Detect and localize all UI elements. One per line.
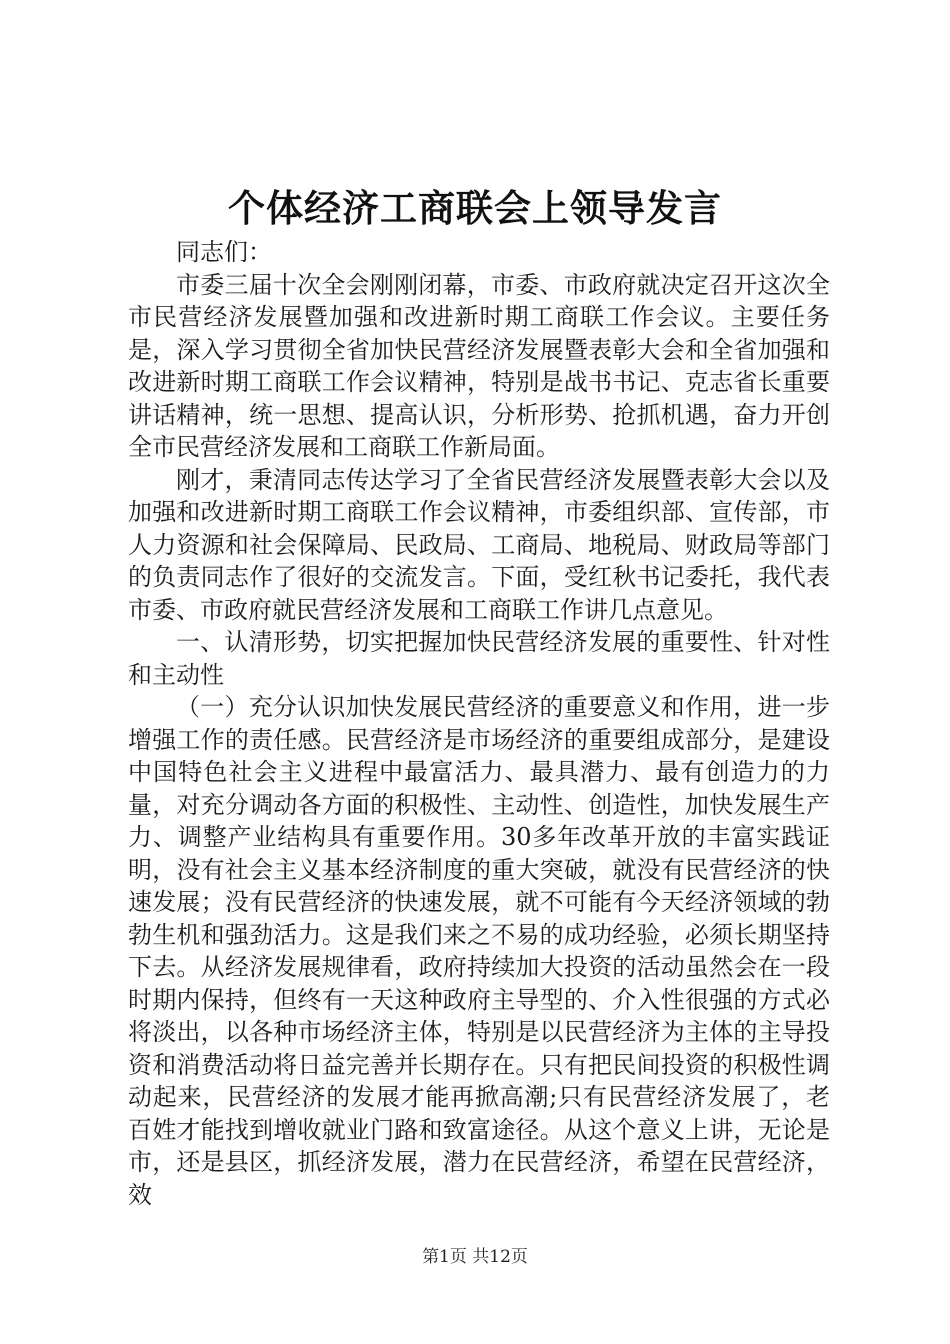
body-paragraph: （一）充分认识加快发展民营经济的重要意义和作用，进一步增强工作的责任感。民营经济是市场经济的重要组成部分，是建设中国特色社会主义进程中最富活力、最具潜力、最有创造力的力量，对充分调动各方面的积极性、主动性、创造性，加快发展生产力、调整产业结构具有重要作用。30多年改革开放的丰富实践证明，没有社会主义基本经济制度的重大突破，就没有民营经济的快速发展；没有民营经济的快速发展，就不可能有今天经济领域的勃勃生机和强劲活力。这是我们来之不易的成功经验，必须长期坚持下去。从经济发展规律看，政府持续加大投资的活动虽然会在一段时期内保持，但终有一天这种政府主导型的、介入性很强的方式必将淡出，以各种市场经济主体，特别是以民营经济为主体的主导投资和消费活动将日益完善并长期存在。只有把民间投资的积极性调动起来，民营经济的发展才能再掀高潮;只有民营经济发展了，老百姓才能找到增收就业门路和致富途径。从这个意义上讲，无论是市，还是县区，抓经济发展，潜力在民营经济，希望在民营经济，效 xyxy=(128,693,830,1209)
document-title: 个体经济工商联会上领导发言 xyxy=(228,186,722,230)
page-number: 第1页 共12页 xyxy=(422,1247,528,1267)
body-paragraph: 刚才，秉清同志传达学习了全省民营经济发展暨表彰大会以及加强和改进新时期工商联工作会议精神，市委组织部、宣传部，市人力资源和社会保障局、民政局、工商局、地税局、财政局等部门的负责同志作了很好的交流发言。下面，受红秋书记委托，我代表市委、市政府就民营经济发展和工商联工作讲几点意见。 xyxy=(128,465,830,624)
body-paragraph: 市委三届十次全会刚刚闭幕，市委、市政府就决定召开这次全市民营经济发展暨加强和改进新时期工商联工作会议。主要任务是，深入学习贯彻全省加快民营经济发展暨表彰大会和全省加强和改进新时期工商联工作会议精神，特别是战书书记、克志省长重要讲话精神，统一思想、提高认识，分析形势、抢抓机遇，奋力开创全市民营经济发展和工商联工作新局面。 xyxy=(128,270,830,461)
document-body xyxy=(128,236,830,1211)
salutation-paragraph: 同志们： xyxy=(176,238,272,266)
section-heading: 一、认清形势，切实把握加快民营经济发展的重要性、针对性和主动性 xyxy=(128,628,830,689)
